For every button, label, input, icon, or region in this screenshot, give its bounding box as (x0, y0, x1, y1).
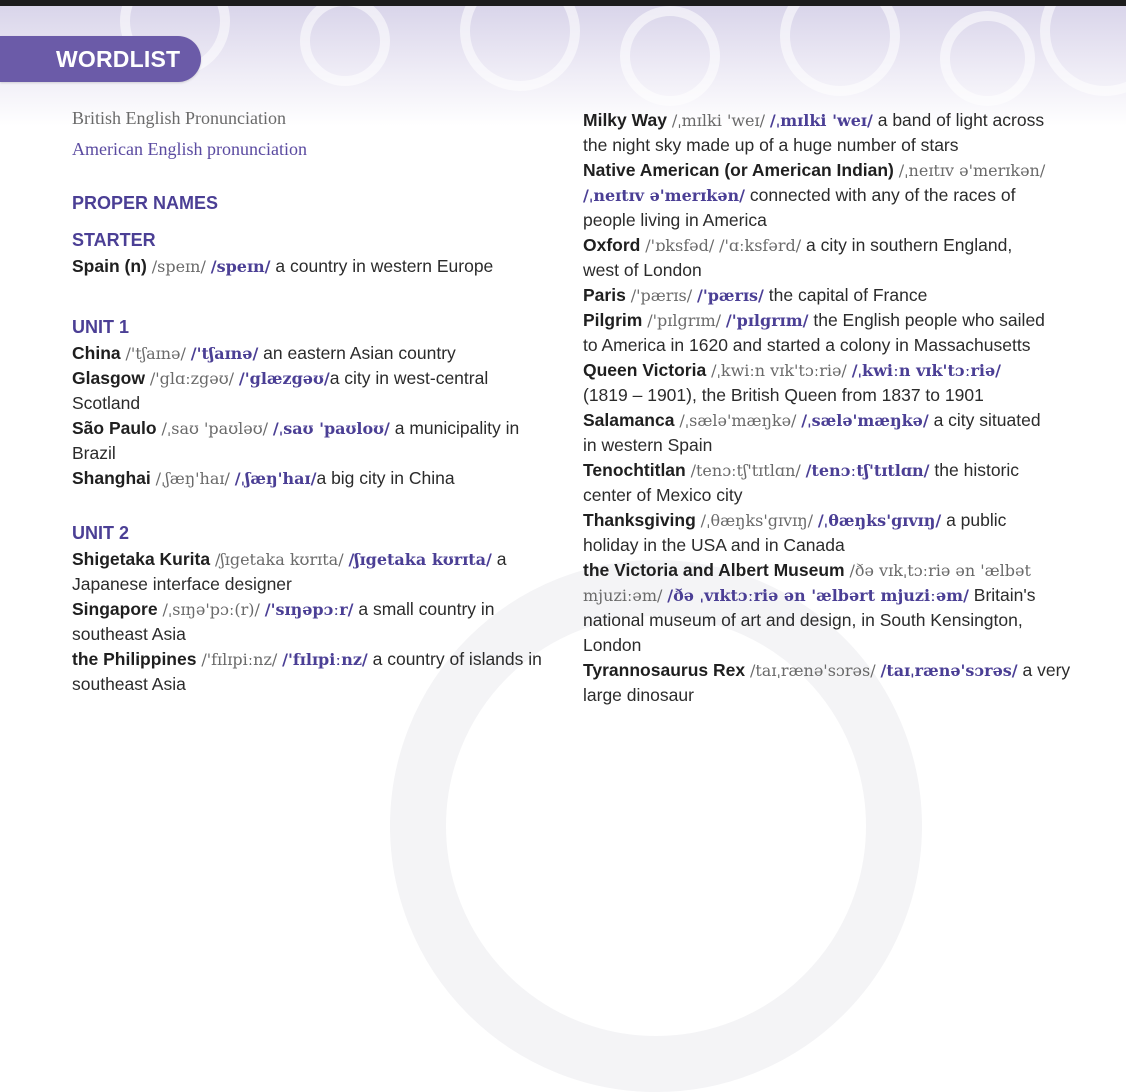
american-pron: /'sɪŋəpɔːr/ (264, 600, 354, 619)
american-pron: /ðə ˌvɪktɔːriə ən 'ælbərt mjuziːəm/ (667, 586, 969, 605)
headword: Paris (583, 285, 626, 305)
definition: the historic (934, 460, 1020, 480)
definition: a small country in (358, 599, 495, 619)
headword: Shanghai (72, 468, 151, 488)
entry-philippines (72, 647, 542, 672)
headword: Salamanca (583, 410, 675, 430)
entry-singapore-cont: southeast Asia (72, 624, 186, 644)
unit2-heading: UNIT 2 (72, 523, 130, 543)
british-pron: /tenɔːtʃ'tɪtlɑn/ (690, 461, 801, 480)
british-pron: /ˌsaʊ 'paʊləʊ/ (161, 419, 269, 438)
british-pron: /ˌmɪlki 'weɪ/ (671, 111, 766, 130)
entry-salamanca (583, 408, 1041, 433)
entry-oxford-cont: west of London (583, 260, 702, 280)
definition: a band of light across (877, 110, 1045, 130)
british-pron: /'glɑːzgəʊ/ (149, 369, 235, 388)
american-pron: /speɪn/ (210, 257, 271, 276)
british-pron: /'pærɪs/ (630, 286, 693, 305)
headword: Glasgow (72, 368, 145, 388)
american-pron: /ˌneɪtɪv ə'merɪkən/ (583, 186, 746, 205)
headword: São Paulo (72, 418, 157, 438)
definition: a country in western Europe (275, 256, 494, 276)
definition: a (496, 549, 507, 569)
headword: Native American (or American Indian) (583, 160, 894, 180)
american-pron: /'tʃaɪnə/ (190, 344, 259, 363)
british-pron: /ðə vɪkˌtɔːriə ən 'ælbət (849, 561, 1031, 580)
entry-salamanca-cont: in western Spain (583, 435, 713, 455)
headword: Thanksgiving (583, 510, 696, 530)
definition: a public (946, 510, 1007, 530)
starter-heading: STARTER (72, 230, 156, 250)
british-pron: /taɪˌrænə'sɔrəs/ (749, 661, 876, 680)
entry-museum-cont (583, 583, 1036, 608)
definition: the capital of France (768, 285, 928, 305)
british-pron: /ʃɪgetaka kʊrɪta/ (214, 550, 344, 569)
decor-bubble (300, 6, 390, 86)
decor-bubble (1040, 6, 1126, 96)
american-pron: /ˌʃæŋ'haɪ/ (234, 469, 317, 488)
definition: a municipality in (394, 418, 520, 438)
entry-philippines-cont: southeast Asia (72, 674, 186, 694)
entry-native (583, 158, 1045, 183)
entry-glasgow-cont: Scotland (72, 393, 141, 413)
headword: Singapore (72, 599, 158, 619)
american-pron: /ˌsælə'mæŋkə/ (801, 411, 929, 430)
decor-bubble (460, 6, 580, 91)
entry-china (72, 341, 456, 366)
decor-bubble (780, 6, 900, 96)
headword: Queen Victoria (583, 360, 707, 380)
american-pron: /'glæzgəʊ/ (238, 369, 330, 388)
british-pron: /ˌsælə'mæŋkə/ (679, 411, 797, 430)
american-pron: /ˌsaʊ 'paʊloʊ/ (272, 419, 390, 438)
headword: the Philippines (72, 649, 197, 669)
headword: Spain (n) (72, 256, 147, 276)
american-pron: /ˌθæŋks'gɪvɪŋ/ (817, 511, 942, 530)
headword: the Victoria and Albert Museum (583, 560, 845, 580)
headword: Tenochtitlan (583, 460, 686, 480)
definition: a city in southern England, (805, 235, 1013, 255)
american-pron: /ˌkwiːn vɪk'tɔːriə/ (851, 361, 1002, 380)
entry-glasgow (72, 366, 488, 391)
entry-saopaulo (72, 416, 519, 441)
entry-victoria-cont: (1819 – 1901), the British Queen from 1837 to 1901 (583, 385, 984, 405)
watermark-ring (390, 560, 922, 1092)
entry-victoria (583, 358, 1001, 383)
definition: an eastern Asian country (263, 343, 456, 363)
american-pron: /'ɑːksfərd/ (719, 236, 802, 255)
definition: Britain's (973, 585, 1036, 605)
headword: Pilgrim (583, 310, 643, 330)
headword: Milky Way (583, 110, 667, 130)
british-pron: /'fɪlɪpiːnz/ (201, 650, 278, 669)
british-pron: /'tʃaɪnə/ (125, 344, 186, 363)
entry-trex-cont: large dinosaur (583, 685, 694, 705)
entry-kurita-cont: Japanese interface designer (72, 574, 292, 594)
entry-shanghai (72, 466, 455, 491)
entry-thanksgiving-cont: holiday in the USA and in Canada (583, 535, 845, 555)
headword: China (72, 343, 121, 363)
british-pron-cont: mjuziːəm/ (583, 586, 663, 605)
entry-museum-cont2: national museum of art and design, in South Kensington, (583, 610, 1023, 630)
american-pron: /'fɪlɪpiːnz/ (282, 650, 368, 669)
american-pron: /tenɔːtʃ'tɪtlɑn/ (805, 461, 930, 480)
definition: the English people who sailed (813, 310, 1045, 330)
entry-tenochtitlan (583, 458, 1019, 483)
british-pron: /ˌneɪtɪv ə'merɪkən/ (898, 161, 1046, 180)
unit1-heading: UNIT 1 (72, 317, 130, 337)
definition: a city in west-central (329, 368, 489, 388)
entry-oxford (583, 233, 1012, 258)
entry-pilgrim-cont: to America in 1620 and started a colony in Massachusetts (583, 335, 1031, 355)
wordlist-tab (0, 36, 201, 82)
british-pron: /ˌʃæŋ'haɪ/ (155, 469, 230, 488)
entry-native-cont (583, 183, 1015, 208)
entry-paris (583, 283, 927, 308)
british-pron: /'ɒksfəd/ (645, 236, 715, 255)
entry-thanksgiving (583, 508, 1006, 533)
british-pron: /ˌθæŋks'gɪvɪŋ/ (700, 511, 813, 530)
entry-singapore (72, 597, 495, 622)
decor-bubble (620, 6, 720, 106)
headword: Oxford (583, 235, 641, 255)
american-pron: /ˌmɪlki 'weɪ/ (769, 111, 873, 130)
american-pron: /taɪˌrænə'sɔrəs/ (880, 661, 1018, 680)
entry-saopaulo-cont: Brazil (72, 443, 116, 463)
entry-museum-cont3: London (583, 635, 642, 655)
definition: a city situated (933, 410, 1041, 430)
wordlist-title: WORDLIST (56, 46, 181, 72)
decor-bubble (940, 11, 1035, 106)
british-pron: /ˌsɪŋə'pɔː(r)/ (162, 600, 260, 619)
american-pron: /ʃɪgetaka kʊrɪta/ (348, 550, 492, 569)
headword: Shigetaka Kurita (72, 549, 211, 569)
headword: Tyrannosaurus Rex (583, 660, 746, 680)
entry-milkyway (583, 108, 1044, 133)
entry-kurita (72, 547, 507, 572)
definition: a country of islands in (372, 649, 542, 669)
british-pron: /speɪn/ (151, 257, 206, 276)
legend-british: British English Pronunciation (72, 108, 286, 128)
definition: a big city in China (316, 468, 455, 488)
british-pron: /'pɪlgrɪm/ (647, 311, 722, 330)
entry-milkyway-cont: the night sky made up of a huge number of stars (583, 135, 959, 155)
american-pron: /'pærɪs/ (697, 286, 764, 305)
entry-museum (583, 558, 1031, 583)
definition: connected with any of the races of (749, 185, 1016, 205)
proper-names-heading: PROPER NAMES (72, 193, 219, 213)
british-pron: /ˌkwiːn vɪk'tɔːriə/ (711, 361, 847, 380)
entry-spain (72, 254, 493, 279)
legend-american: American English pronunciation (72, 139, 307, 159)
entry-tenochtitlan-cont: center of Mexico city (583, 485, 743, 505)
entry-pilgrim (583, 308, 1045, 333)
entry-trex (583, 658, 1070, 683)
definition: a very (1022, 660, 1071, 680)
american-pron: /'pɪlgrɪm/ (725, 311, 809, 330)
entry-native-cont2: people living in America (583, 210, 767, 230)
